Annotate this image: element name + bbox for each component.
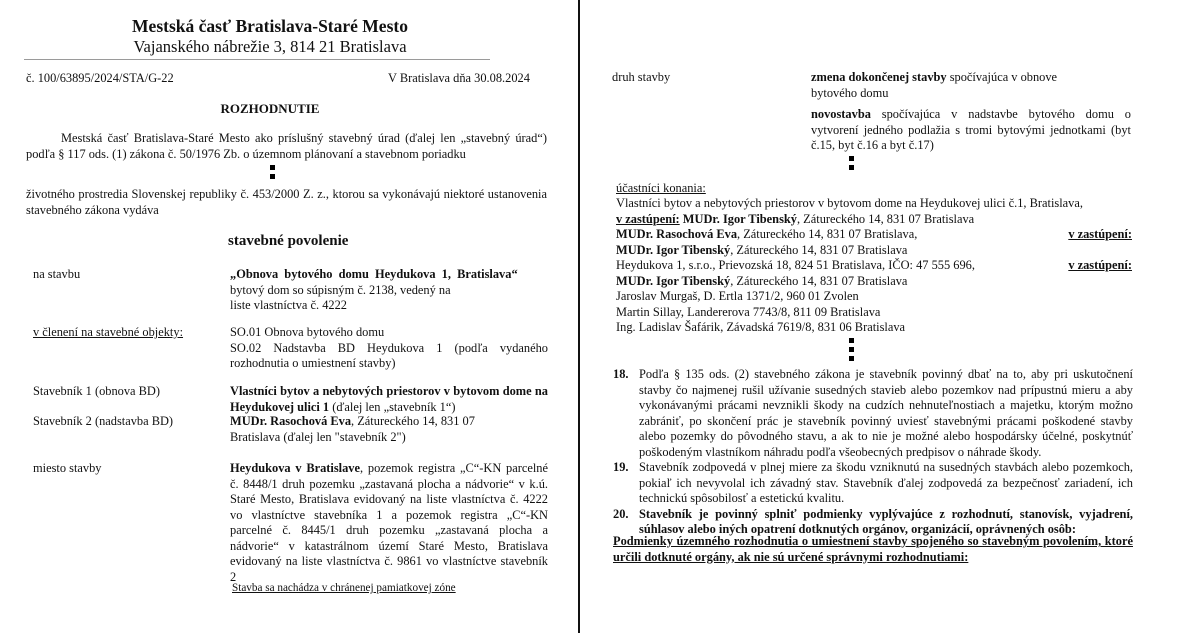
representative-name: MUDr. Igor Tibenský bbox=[682, 211, 797, 226]
construction-type-new bbox=[811, 107, 1131, 154]
omission-marker-icon bbox=[849, 156, 855, 174]
construction-type-new-rest: spočívajúca v nadstavbe bytového domu o vytvorení jedného podlažia s tromi bytovými jednotkami (byt č.15, byt č.16 a byt č.17) bbox=[811, 107, 1131, 152]
participants-list bbox=[616, 196, 1132, 336]
representation-label: v zastúpení: bbox=[1068, 227, 1132, 241]
condition-text: Podľa § 135 ods. (2) stavebného zákona je stavebník povinný dbať na to, aby pri uskutočnení stavby čo najmenej rušil užívanie susedných stavieb alebo pozemkov nad prípustnú mieru a aby vykonávanými prácami nevznikli škody na cudzích nehnuteľnostiach a majetku, ktorým možno zabrániť, po skončení prác je stavebník povinný uviesť stavebnými prácami poškodené stavby alebo pozemky do pôvodného stavu, a ak to nie je možné alebo hospodársky účelné, poskytnúť poškodeným vlastníkom náhradu podľa všeobecných predpisov o náhrade škody. bbox=[639, 367, 1133, 459]
site-description: , pozemok registra „C“-KN parcelné č. 8448/1 druh pozemku „zastavaná plocha a nádvorie“ v k.ú. Staré Mesto, Bratislava evidovaný na liste vlastníctva č. 4222 vo vlastníctve stavebníka 1 a pozemok registra „C“-KN parcelné č. 8445/1 druh pozemku „zastavaná plocha a nádvorie“ v katastrálnom území Staré Mesto, Bratislava evidovaný na liste vlastníctva č. 9861 vo vlastníctve stavebník 2 bbox=[230, 461, 548, 584]
omission-marker-icon bbox=[849, 338, 855, 365]
builder-1-alias: (ďalej len „stavebník 1“) bbox=[329, 399, 456, 414]
organization-address: Vajanského nábrežie 3, 814 21 Bratislava bbox=[133, 37, 407, 56]
condition-text: Stavebník zodpovedá v plnej miere za škodu vzniknutú na susedných stavbách alebo pozemkoch, pokiaľ ich nevyvolal ich závadný stav. Stavebník ďalej zodpovedá za bezpečnosť zariadení, ich technickú spôsobilosť a estetickú kvalitu. bbox=[639, 460, 1133, 505]
territorial-decision-conditions-heading: Podmienky územného rozhodnutia o umiestnení stavby spojeného so stavebným povolením, ktoré určili dotknuté orgány, ak nie sú určené správnymi rozhodnutiami: bbox=[613, 534, 1133, 564]
participant-address: , Záturеckého 14, 831 07 Bratislava, bbox=[737, 227, 918, 241]
construction-name: „Obnova bytového domu Heydukova 1, Bratislava“ bbox=[230, 267, 518, 281]
representative-name: MUDr. Igor Tibenský bbox=[616, 273, 731, 288]
construction-type-change-rest: spočívajúca v obnove bytového domu bbox=[811, 70, 1058, 100]
document-title: ROZHODNUTIE bbox=[220, 101, 320, 116]
participants-title: účastníci konania: bbox=[616, 181, 706, 195]
builder-2-address: , Záturеckého 14, 831 07 Bratislava (ďalej len "stavebník 2") bbox=[230, 414, 475, 444]
participant-rasochova-representative bbox=[616, 243, 1132, 259]
builder-1-name: Vlastníci bytov a nebytových priestorov v bytovom dome na Heydukovej ulici 1 bbox=[230, 384, 548, 414]
permit-title: stavebné povolenie bbox=[228, 233, 349, 249]
building-object-so01: SO.01 Obnova bytového domu bbox=[230, 325, 385, 339]
conditions-list bbox=[613, 367, 1133, 538]
site-name: Heydukova v Bratislave bbox=[230, 461, 361, 475]
row-label-construction: na stavbu bbox=[33, 267, 81, 281]
condition-number: 20. bbox=[613, 506, 629, 521]
building-object-so02: SO.02 Nadstavba BD Heydukova 1 (podľa vydaného rozhodnutia o umiestnení stavby) bbox=[230, 340, 548, 370]
row-value-construction bbox=[230, 267, 548, 314]
participant-company: Heydukova 1, s.r.o., Prievozská 18, 824 51 Bratislava, IČO: 47 555 696, bbox=[616, 258, 975, 272]
participant-heydukova-sro-representative bbox=[616, 274, 1132, 290]
representation-label: v zastúpení: bbox=[1068, 258, 1132, 272]
construction-detail: bytový dom so súpisným č. 2138, vedený na liste vlastníctva č. 4222 bbox=[230, 282, 451, 312]
row-label-building-objects: v členení na stavebné objekty: bbox=[33, 325, 184, 339]
page-divider bbox=[578, 0, 580, 633]
condition-text: Stavebník je povinný splniť podmienky vyplývajúce z rozhodnutí, stanovísk, vyjadrení, súhlasov alebo iných opatrení dotknutých orgánov, organizácií, oprávnených osôb: bbox=[639, 506, 1133, 536]
participant-rasochova bbox=[616, 227, 1132, 243]
row-label-builder-2: Stavebník 2 (nadstavba BD) bbox=[33, 414, 174, 428]
omission-marker-icon bbox=[270, 165, 276, 183]
participant-heydukova-sro bbox=[616, 258, 1132, 274]
condition-20 bbox=[613, 507, 1133, 538]
condition-number: 18. bbox=[613, 367, 629, 381]
representative-address: , Záturеckého 14, 831 07 Bratislava bbox=[796, 211, 975, 226]
representative-address: , Záturеckého 14, 831 07 Bratislava bbox=[730, 242, 908, 257]
header-divider bbox=[24, 59, 490, 60]
participant-safarik: Ing. Ladislav Šafárik, Závadská 7619/8, 831 06 Bratislava bbox=[616, 320, 906, 334]
place-date: V Bratislava dňa 30.08.2024 bbox=[388, 71, 530, 85]
row-label-builder-1: Stavebník 1 (obnova BD) bbox=[33, 384, 160, 398]
condition-18 bbox=[613, 367, 1133, 460]
construction-type-new-bold: novostavba bbox=[811, 107, 871, 121]
row-value-building-objects bbox=[230, 325, 548, 372]
participant-sillay: Martin Sillay, Landererova 7743/8, 811 09 Bratislava bbox=[616, 304, 881, 319]
row-value-builder-1 bbox=[230, 384, 548, 415]
organization-name: Mestská časť Bratislava-Staré Mesto bbox=[132, 16, 408, 36]
builder-2-name: MUDr. Rasochová Eva bbox=[230, 414, 352, 428]
row-value-site bbox=[230, 461, 548, 585]
construction-type-change bbox=[811, 70, 1071, 101]
protected-zone-note: Stavba sa nachádza v chránenej pamiatkovej zóne bbox=[232, 582, 456, 594]
condition-19 bbox=[613, 460, 1133, 507]
condition-number: 19. bbox=[613, 460, 629, 474]
row-value-builder-2 bbox=[230, 414, 520, 445]
participant-owners-representative bbox=[616, 212, 1132, 228]
construction-type-label: druh stavby bbox=[612, 70, 671, 84]
representative-name: MUDr. Igor Tibenský bbox=[616, 242, 731, 257]
participant-name: MUDr. Rasochová Eva bbox=[616, 227, 738, 241]
intro-paragraph-end: životného prostredia Slovenskej republiky č. 453/2000 Z. z., ktorou sa vykonávajú niektoré ustanovenia stavebného zákona vydáva bbox=[26, 187, 547, 217]
participant-murgas: Jaroslav Murgaš, D. Ertla 1371/2, 960 01 Zvolen bbox=[616, 289, 859, 303]
representation-label: v zastúpení: bbox=[616, 211, 680, 226]
participant-owners: Vlastníci bytov a nebytových priestorov v bytovom dome na Heydukovej ulici č.1, Bratislava, bbox=[616, 196, 1083, 210]
row-label-site: miesto stavby bbox=[33, 461, 102, 475]
representative-address: , Záturеckého 14, 831 07 Bratislava bbox=[730, 273, 908, 288]
construction-type-change-bold: zmena dokončenej stavby bbox=[811, 70, 947, 84]
intro-paragraph-start: Mestská časť Bratislava-Staré Mesto ako príslušný stavebný úrad (ďalej len „stavebný úrad“) podľa § 117 ods. (1) zákona č. 50/1976 Zb. o územnom plánovaní a stavebnom poriadku bbox=[26, 131, 547, 161]
reference-number: č. 100/63895/2024/STA/G-22 bbox=[26, 71, 174, 85]
